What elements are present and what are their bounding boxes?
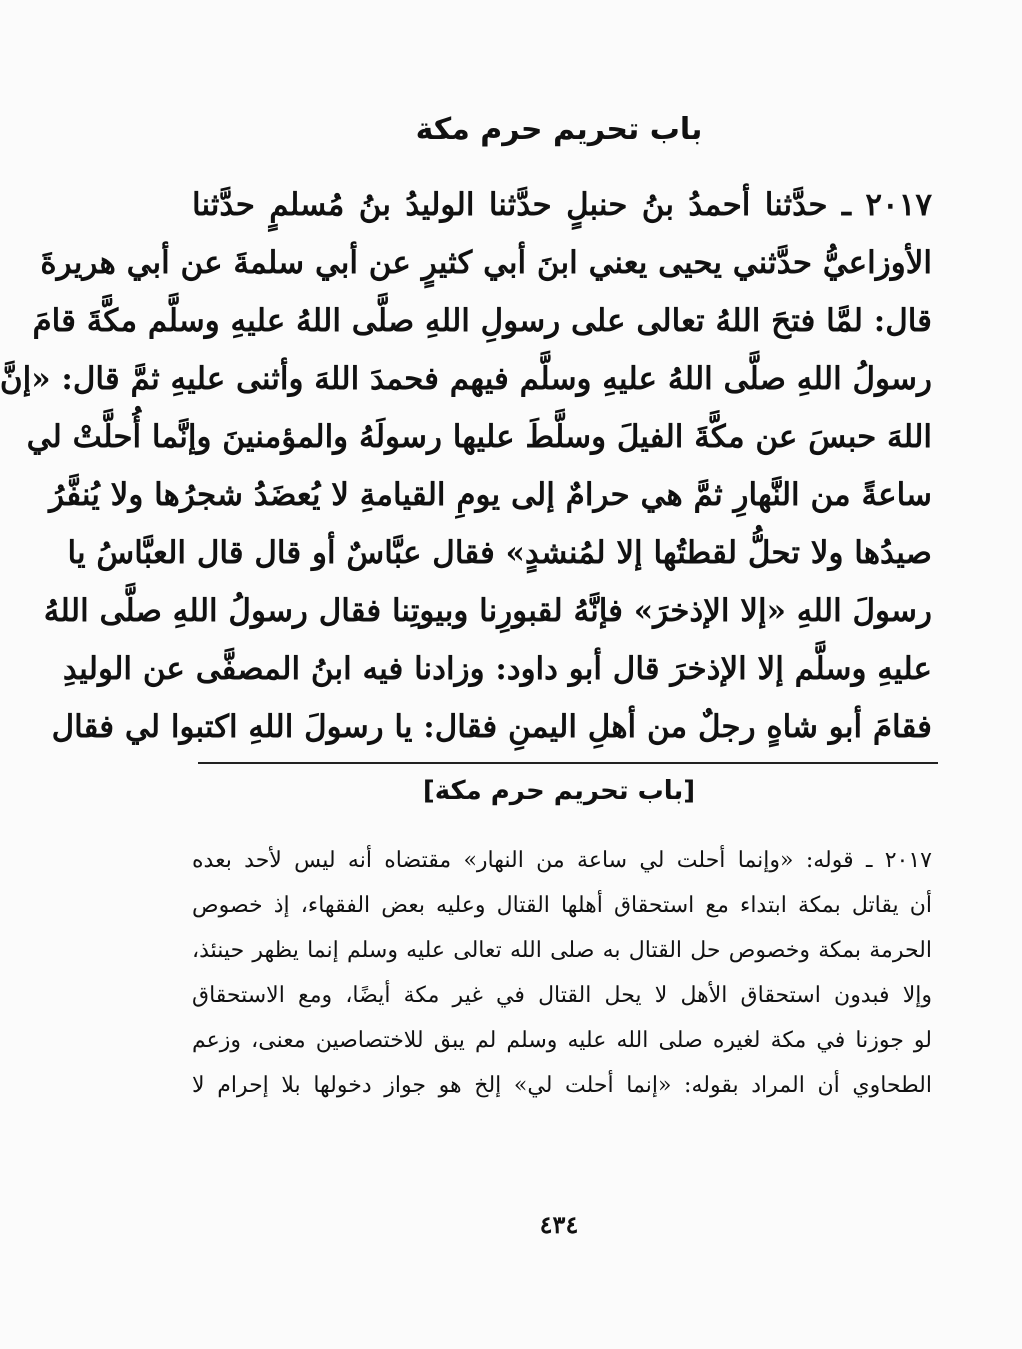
commentary-title: [باب تحريم حرم مكة]: [422, 776, 696, 806]
hadith-line: ساعةً من النَّهارِ ثمَّ هي حرامٌ إلى يومِ القيامةِ لا يُعضَدُ شجرُها ولا يُنفَّرُ: [49, 477, 932, 513]
commentary-line: لو جوزنا في مكة لغيره صلى الله عليه وسلم لم يبق للاختصاصين معنى، وزعم: [192, 1028, 932, 1053]
chapter-title: باب تحريم حرم مكة: [415, 112, 703, 147]
commentary-line: وإلا فبدون استحقاق الأهل لا يحل القتال في غير مكة أيضًا، ومع الاستحقاق: [192, 983, 932, 1008]
hadith-line: قال: لمَّا فتحَ اللهُ تعالى على رسولِ اللهِ صلَّى اللهُ عليهِ وسلَّم مكَّةَ قامَ: [32, 303, 932, 339]
page-number: ٤٣٤: [539, 1210, 579, 1239]
commentary-line: ٢٠١٧ ـ قوله: «وإنما أحلت لي ساعة من النهار» مقتضاه أنه ليس لأحد بعده: [192, 848, 932, 873]
hadith-line: اللهَ حبسَ عن مكَّةَ الفيلَ وسلَّطَ عليها رسولَهُ والمؤمنينَ وإنَّما أُحلَّتْ لي: [26, 419, 932, 455]
commentary-text: [192, 838, 932, 1108]
section-divider: [198, 762, 938, 764]
hadith-line: فقامَ أبو شاهٍ رجلٌ من أهلِ اليمنِ فقال: يا رسولَ اللهِ اكتبوا لي فقال: [51, 709, 932, 745]
hadith-line: رسولَ اللهِ «إلا الإذخرَ» فإنَّهُ لقبورِنا وبيوتِنا فقال رسولُ اللهِ صلَّى اللهُ: [43, 593, 932, 629]
commentary-line: الحرمة بمكة وخصوص حل القتال به صلى الله تعالى عليه وسلم إنما يظهر حينئذ،: [192, 938, 932, 963]
commentary-line: الطحاوي أن المراد بقوله: «إنما أحلت لي» إلخ هو جواز دخولها بلا إحرام لا: [192, 1073, 932, 1098]
hadith-line: صيدُها ولا تحلُّ لقطتُها إلا لمُنشدٍ» فقال عبَّاسٌ أو قال قال العبَّاسُ يا: [67, 535, 932, 571]
hadith-line: عليهِ وسلَّم إلا الإذخرَ قال أبو داود: وزادنا فيه ابنُ المصفَّى عن الوليدِ: [62, 651, 932, 687]
hadith-line: الأوزاعيُّ حدَّثني يحيى يعني ابنَ أبي كثيرٍ عن أبي سلمةَ عن أبي هريرةَ: [40, 245, 932, 281]
commentary-line: أن يقاتل بمكة ابتداء مع استحقاق أهلها القتال وعليه بعض الفقهاء، إذ خصوص: [192, 893, 932, 918]
hadith-line: رسولُ اللهِ صلَّى اللهُ عليهِ وسلَّم فيهم فحمدَ اللهَ وأثنى عليهِ ثمَّ قال: «إنَّ: [0, 361, 932, 397]
hadith-text: [0, 176, 932, 756]
hadith-line: ٢٠١٧ ـ حدَّثنا أحمدُ بنُ حنبلٍ حدَّثنا الوليدُ بنُ مُسلمٍ حدَّثنا: [192, 187, 932, 223]
